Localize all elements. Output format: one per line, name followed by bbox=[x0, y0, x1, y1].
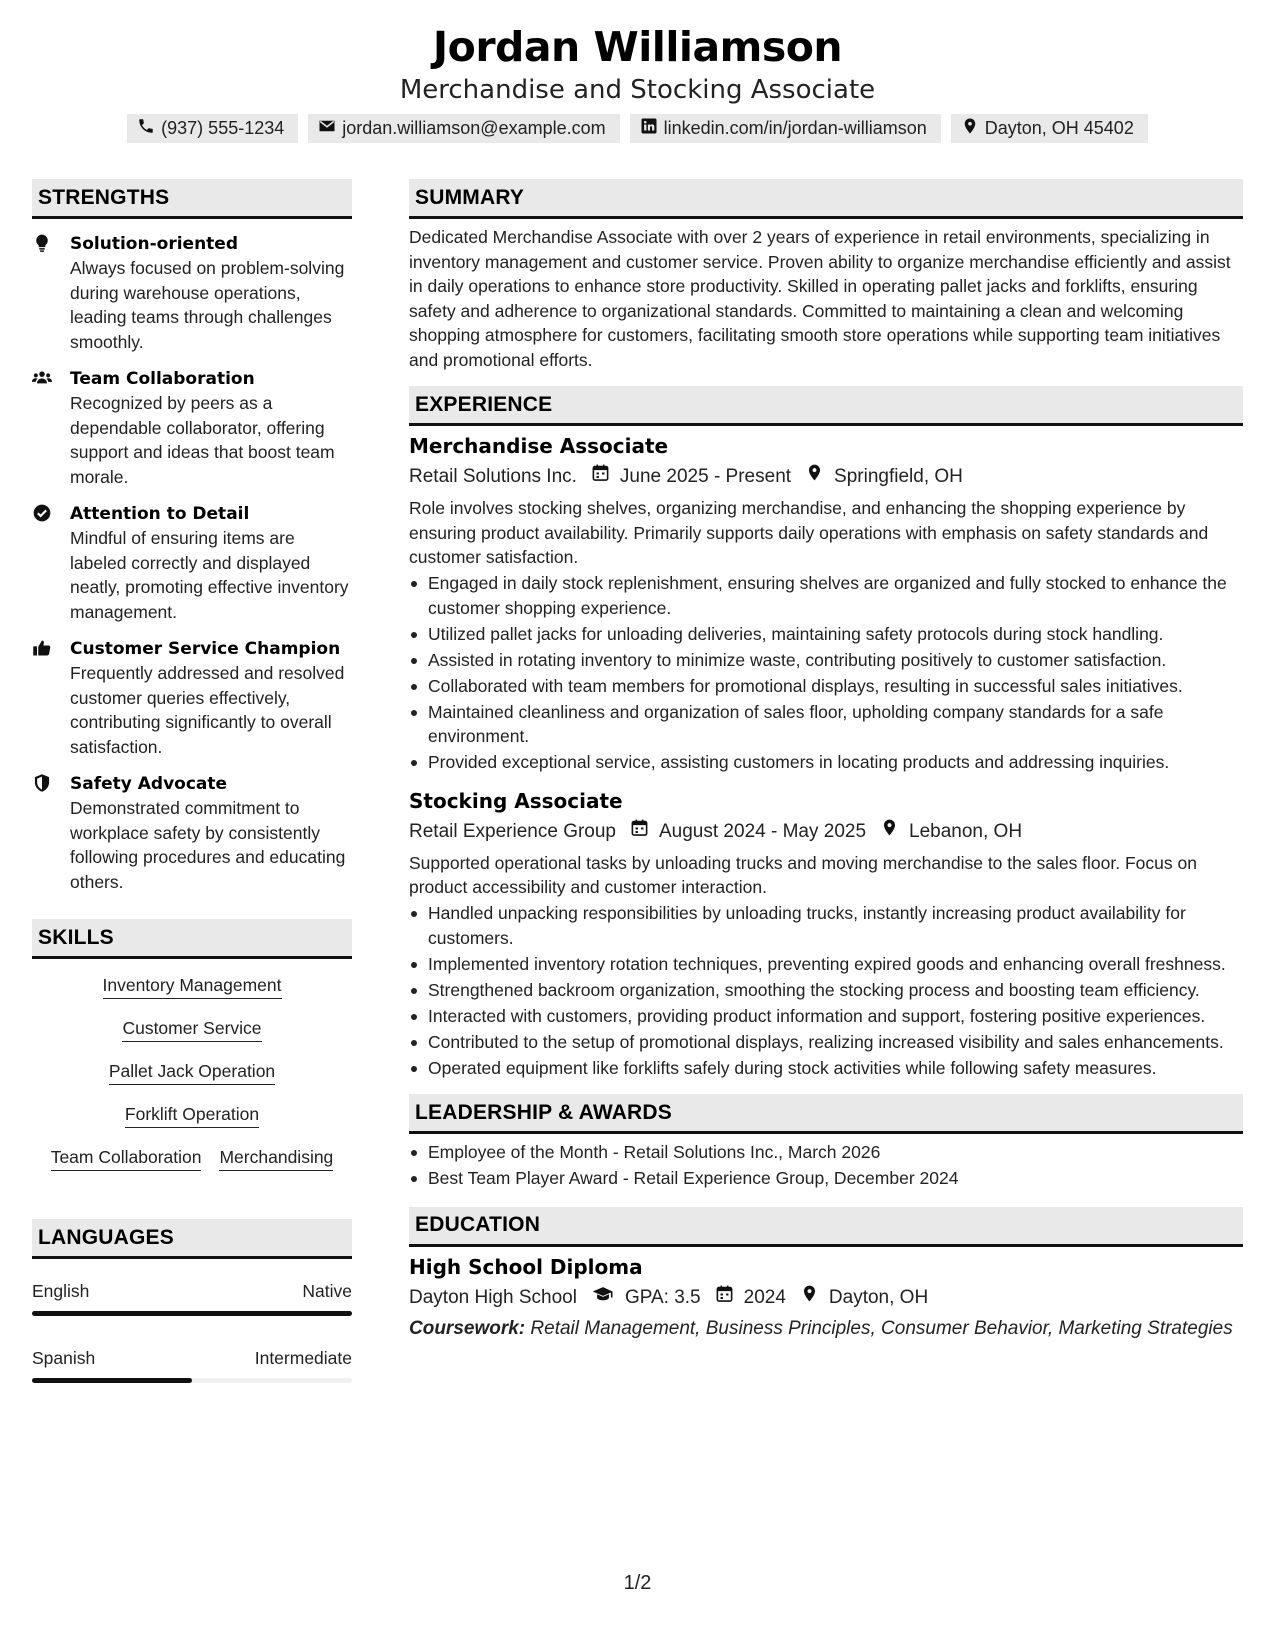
list-item: Operated equipment like forklifts safely during stock activities while following safety measures. bbox=[409, 1056, 1243, 1081]
language-name: English bbox=[32, 1281, 90, 1301]
strength-item bbox=[32, 367, 352, 489]
list-item: Handled unpacking responsibilities by unloading trucks, instantly increasing product availability for customers. bbox=[409, 901, 1243, 950]
gpa-text: GPA: 3.5 bbox=[624, 1286, 701, 1308]
contact-phone bbox=[127, 114, 298, 143]
candidate-name: Jordan Williamson bbox=[432, 23, 843, 71]
location-icon bbox=[961, 117, 979, 140]
language-bar bbox=[32, 1378, 352, 1383]
left-column bbox=[32, 179, 352, 1383]
job-dates: June 2025 - Present bbox=[619, 466, 792, 487]
list-item: Provided exceptional service, assisting customers in locating products and addressing inquiries. bbox=[409, 750, 1243, 775]
language-level: Intermediate bbox=[254, 1348, 352, 1368]
list-item: Strengthened backroom organization, smoothing the stocking process and boosting team efficiency. bbox=[409, 978, 1243, 1003]
school-name: Dayton High School bbox=[409, 1286, 577, 1308]
contact-email[interactable] bbox=[308, 114, 619, 143]
right-column bbox=[409, 179, 1243, 1341]
job-company: Retail Experience Group bbox=[409, 820, 616, 842]
phone-icon bbox=[137, 117, 155, 140]
strength-desc: Demonstrated commitment to workplace safety by consistently following procedures and educating others. bbox=[70, 798, 346, 892]
coursework-label: Coursework: bbox=[409, 1317, 526, 1339]
calendar-icon bbox=[701, 1284, 744, 1312]
language-level: Native bbox=[302, 1281, 352, 1301]
skill-tag: Inventory Management bbox=[103, 973, 282, 999]
job-title: Stocking Associate bbox=[409, 788, 623, 813]
thumbs-up-icon bbox=[32, 637, 70, 759]
job-meta bbox=[409, 463, 1243, 491]
summary-text: Dedicated Merchandise Associate with over 2 years of experience in retail environments, specializing in inventory management and customer service. Proven ability to organize merchandise efficiently and assist in daily operations to enhance store productivity. Skilled in operating pallet jacks and forklifts, ensuring safety and adherence to organizational standards. Committed to maintaining a clean and welcoming shopping atmosphere for customers, facilitating smooth store operations while supporting team initiatives and promotional efforts. bbox=[409, 227, 1231, 370]
strength-desc: Always focused on problem-solving during warehouse operations, leading teams through challenges smoothly. bbox=[70, 258, 345, 352]
skill-tag: Forklift Operation bbox=[125, 1102, 259, 1128]
coursework bbox=[409, 1316, 1243, 1341]
awards-heading: LEADERSHIP & AWARDS bbox=[409, 1094, 1243, 1134]
education-heading: EDUCATION bbox=[409, 1207, 1243, 1247]
contact-bar bbox=[0, 114, 1275, 143]
candidate-title: Merchandise and Stocking Associate bbox=[399, 75, 876, 105]
language-bar-fill bbox=[32, 1311, 352, 1316]
linkedin-text[interactable]: linkedin.com/in/jordan-williamson bbox=[663, 118, 927, 138]
school-location: Dayton, OH bbox=[828, 1286, 929, 1308]
strength-title: Team Collaboration bbox=[70, 369, 255, 389]
job-location: Lebanon, OH bbox=[909, 820, 1023, 842]
resume-header bbox=[0, 22, 1275, 143]
list-item: Collaborated with team members for promotional displays, resulting in successful sales initiatives. bbox=[409, 674, 1243, 699]
list-item: Utilized pallet jacks for unloading deliveries, maintaining safety protocols during stock handling. bbox=[409, 622, 1243, 647]
strength-title: Safety Advocate bbox=[70, 774, 228, 794]
strength-desc: Frequently addressed and resolved customer queries effectively, contributing significantly to overall satisfaction. bbox=[70, 663, 345, 757]
language-item bbox=[32, 1279, 352, 1316]
skill-tag: Pallet Jack Operation bbox=[109, 1059, 275, 1085]
envelope-icon bbox=[318, 117, 336, 140]
list-item: Interacted with customers, providing product information and support, fostering positive experiences. bbox=[409, 1004, 1243, 1029]
degree-title: High School Diploma bbox=[409, 1254, 643, 1279]
page-number: 1/2 bbox=[623, 1572, 652, 1594]
skill-tag: Merchandising bbox=[219, 1145, 333, 1171]
list-item: Contributed to the setup of promotional displays, realizing increased visibility and sales enhancements. bbox=[409, 1030, 1243, 1055]
job-entry bbox=[409, 787, 1243, 1081]
language-name: Spanish bbox=[32, 1348, 96, 1368]
education-entry bbox=[409, 1253, 1243, 1341]
list-item: Assisted in rotating inventory to minimize waste, contributing positively to customer satisfaction. bbox=[409, 648, 1243, 673]
job-title: Merchandise Associate bbox=[409, 434, 669, 458]
strength-title: Customer Service Champion bbox=[70, 639, 341, 659]
experience-heading: EXPERIENCE bbox=[409, 386, 1243, 426]
job-description: Supported operational tasks by unloading trucks and moving merchandise to the sales floor. Focus on product accessibility and customer interaction. bbox=[409, 852, 1197, 897]
skills-list bbox=[32, 973, 352, 1171]
shield-icon bbox=[32, 772, 70, 894]
list-item: Implemented inventory rotation techniques, preventing expired goods and enhancing overall freshness. bbox=[409, 952, 1243, 977]
list-item: Maintained cleanliness and organization of sales floor, upholding company standards for a safe environment. bbox=[409, 700, 1243, 749]
location-icon bbox=[791, 463, 834, 491]
language-item bbox=[32, 1346, 352, 1383]
coursework-list: Retail Management, Business Principles, Consumer Behavior, Marketing Strategies bbox=[530, 1317, 1233, 1339]
strengths-heading: STRENGTHS bbox=[32, 179, 352, 219]
job-bullets bbox=[409, 901, 1243, 1080]
graduation-cap-icon bbox=[577, 1284, 625, 1312]
contact-location bbox=[951, 114, 1148, 143]
contact-linkedin[interactable] bbox=[630, 114, 941, 143]
language-bar-fill bbox=[32, 1378, 192, 1383]
list-item: Employee of the Month - Retail Solutions Inc., March 2026 bbox=[409, 1140, 1243, 1165]
language-bar bbox=[32, 1311, 352, 1316]
list-item: Best Team Player Award - Retail Experience Group, December 2024 bbox=[409, 1166, 1243, 1191]
awards-list bbox=[409, 1140, 1243, 1191]
check-circle-icon bbox=[32, 502, 70, 624]
job-location: Springfield, OH bbox=[834, 466, 963, 487]
education-meta bbox=[409, 1284, 1243, 1312]
lightbulb-icon bbox=[32, 232, 70, 354]
job-company: Retail Solutions Inc. bbox=[409, 466, 577, 487]
strength-desc: Mindful of ensuring items are labeled correctly and displayed neatly, promoting effective inventory management. bbox=[70, 528, 349, 622]
skill-tag: Customer Service bbox=[122, 1016, 261, 1042]
calendar-icon bbox=[616, 818, 659, 846]
location-icon bbox=[786, 1284, 829, 1312]
location-text: Dayton, OH 45402 bbox=[984, 118, 1134, 138]
email-text[interactable]: jordan.williamson@example.com bbox=[342, 118, 606, 138]
summary-heading: SUMMARY bbox=[409, 179, 1243, 219]
skill-tag: Team Collaboration bbox=[51, 1145, 202, 1171]
strength-item bbox=[32, 637, 352, 759]
strength-item bbox=[32, 232, 352, 354]
strength-item bbox=[32, 502, 352, 624]
skills-heading: SKILLS bbox=[32, 919, 352, 959]
job-meta bbox=[409, 818, 1243, 846]
job-entry bbox=[409, 432, 1243, 775]
location-icon bbox=[866, 818, 909, 846]
job-dates: August 2024 - May 2025 bbox=[659, 820, 867, 842]
languages-heading: LANGUAGES bbox=[32, 1219, 352, 1259]
phone-text: (937) 555-1234 bbox=[161, 118, 285, 138]
strength-desc: Recognized by peers as a dependable collaborator, offering support and ideas that boost team morale. bbox=[70, 393, 335, 487]
list-item: Engaged in daily stock replenishment, ensuring shelves are organized and fully stocked to enhance the customer shopping experience. bbox=[409, 571, 1243, 620]
job-description: Role involves stocking shelves, organizing merchandise, and enhancing the shopping experience by ensuring product availability. Primarily supports daily operations with emphasis on safety standards and customer satisfaction. bbox=[409, 498, 1209, 567]
strength-title: Solution-oriented bbox=[70, 234, 238, 254]
graduation-year: 2024 bbox=[743, 1286, 786, 1308]
calendar-icon bbox=[577, 463, 620, 491]
job-bullets bbox=[409, 571, 1243, 775]
strength-item bbox=[32, 772, 352, 894]
linkedin-icon bbox=[640, 117, 658, 140]
users-icon bbox=[32, 367, 70, 489]
strength-title: Attention to Detail bbox=[70, 504, 250, 524]
